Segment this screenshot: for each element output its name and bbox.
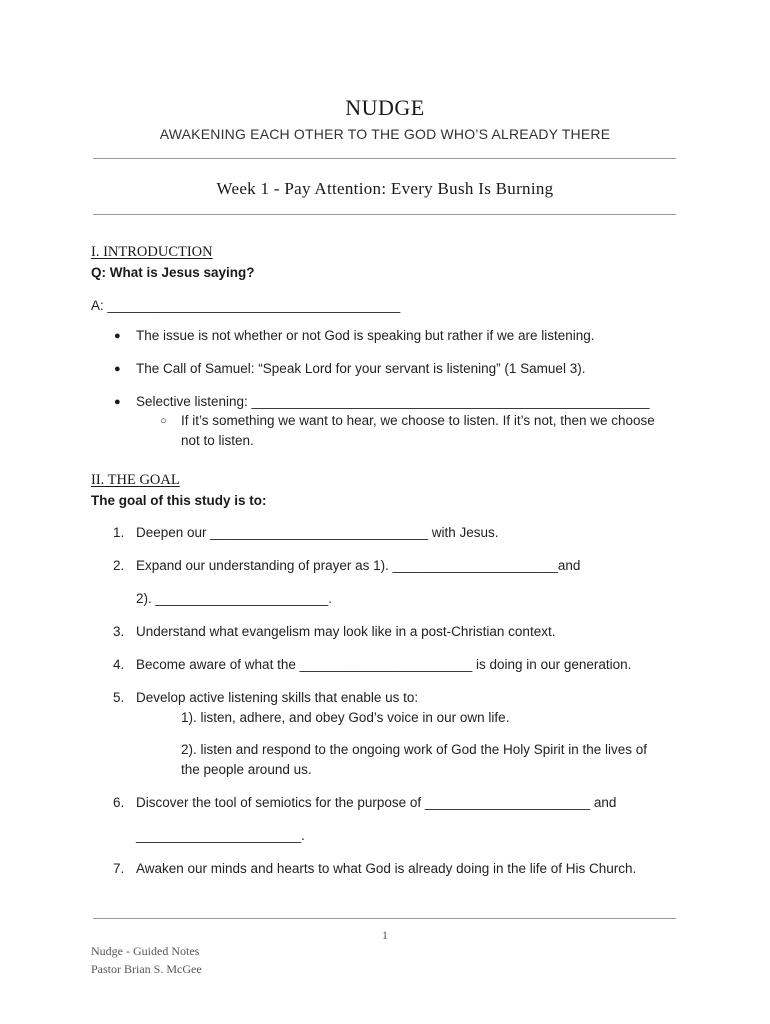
list-sub-item: 2). listen and respond to the ongoing work of God the Holy Spirit in the lives of bbox=[181, 742, 648, 757]
goal-intro: The goal of this study is to: bbox=[91, 493, 267, 508]
list-item: Become aware of what the _______________________ is doing in our generation. bbox=[136, 657, 632, 672]
intro-bullet: The issue is not whether or not God is speaking but rather if we are listening. bbox=[136, 328, 595, 343]
list-number: 7. bbox=[113, 861, 125, 876]
footer-line: Nudge - Guided Notes bbox=[91, 944, 200, 958]
intro-bullet: Selective listening: _____________________________________________________ bbox=[136, 394, 650, 409]
list-item: Develop active listening skills that enable us to: bbox=[136, 690, 419, 705]
divider bbox=[93, 158, 676, 159]
list-number: 4. bbox=[113, 657, 125, 672]
list-number: 1. bbox=[113, 525, 125, 540]
list-number: 3. bbox=[113, 624, 125, 639]
section-heading-introduction: I. INTRODUCTION bbox=[91, 244, 213, 260]
intro-question: Q: What is Jesus saying? bbox=[91, 265, 255, 280]
page-number: 1 bbox=[382, 928, 388, 942]
list-item: Expand our understanding of prayer as 1). ______________________and bbox=[136, 558, 581, 573]
bullet-icon: ● bbox=[114, 330, 121, 342]
divider bbox=[93, 214, 676, 215]
page-subtitle: AWAKENING EACH OTHER TO THE GOD WHO’S ALREADY THERE bbox=[159, 126, 611, 142]
page-title: NUDGE bbox=[345, 95, 425, 120]
intro-sub-bullet-line: If it’s something we want to hear, we choose to listen. If it’s not, then we choose bbox=[181, 413, 655, 428]
list-item: Awaken our minds and hearts to what God is already doing in the life of His Church. bbox=[136, 861, 637, 876]
bullet-icon: ● bbox=[114, 363, 121, 375]
intro-sub-bullet-line: not to listen. bbox=[181, 433, 254, 448]
hollow-bullet-icon: ○ bbox=[160, 415, 167, 427]
list-number: 2. bbox=[113, 558, 125, 573]
footer-divider bbox=[93, 918, 676, 919]
list-item-continuation: 2). _______________________. bbox=[136, 591, 332, 606]
list-item: Understand what evangelism may look like in a post-Christian context. bbox=[136, 624, 556, 639]
footer-line: Pastor Brian S. McGee bbox=[91, 962, 202, 976]
section-heading-goal: II. THE GOAL bbox=[91, 472, 180, 488]
list-item: Deepen our _____________________________ with Jesus. bbox=[136, 525, 499, 540]
week-title: Week 1 - Pay Attention: Every Bush Is Burning bbox=[216, 179, 554, 198]
bullet-icon: ● bbox=[114, 396, 121, 408]
list-sub-item: the people around us. bbox=[181, 762, 312, 777]
intro-bullet: The Call of Samuel: “Speak Lord for your servant is listening” (1 Samuel 3). bbox=[136, 361, 586, 376]
list-number: 5. bbox=[113, 690, 125, 705]
intro-answer-blank: A: _______________________________________ bbox=[91, 298, 401, 313]
list-sub-item: 1). listen, adhere, and obey God’s voice in our own life. bbox=[181, 710, 510, 725]
list-item: Discover the tool of semiotics for the purpose of ______________________ and bbox=[136, 795, 617, 810]
list-item-continuation: ______________________. bbox=[136, 828, 305, 843]
list-number: 6. bbox=[113, 795, 125, 810]
